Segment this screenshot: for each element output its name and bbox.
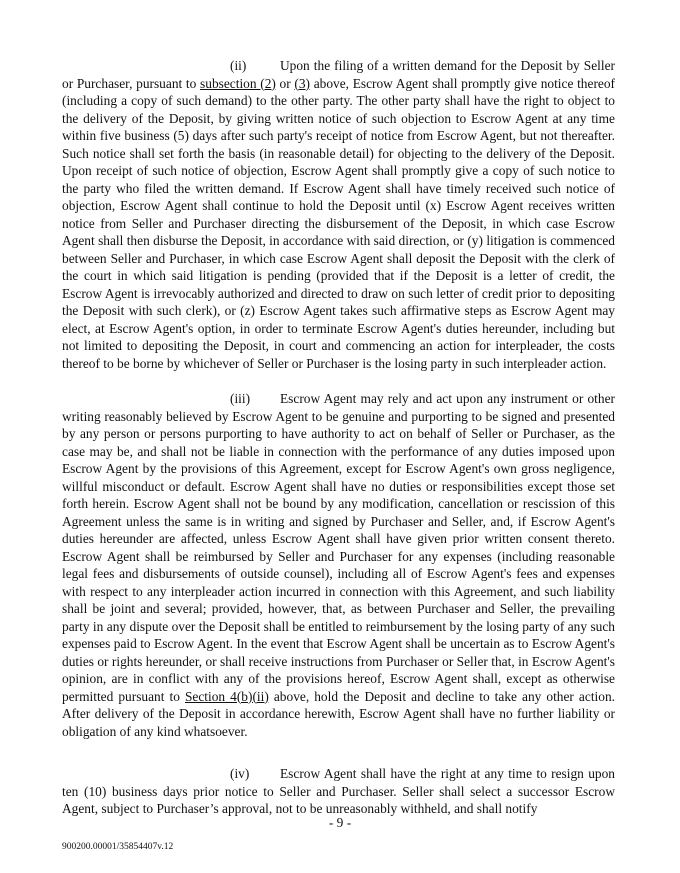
paragraph-ii [62, 57, 615, 372]
page-number: - 9 - [328, 815, 352, 830]
paragraph-text: Upon the filing of a written demand for the Deposit by Seller or Purchaser, pursuant to [62, 58, 615, 91]
paragraph-number: (ii) [230, 58, 247, 73]
paragraph-number: (iii) [230, 391, 251, 406]
paragraph-text: Escrow Agent may rely and act upon any instrument or other writing reasonably believed by Escrow Agent to be genuine and purporting to be signed and presented by any person or persons purporting to have authority to act on behalf of Seller or Purchaser, as the case may be, and shall not be liable in connection with the performance of any duties imposed upon Escrow Agent by the provisions of this Agreement, except for Escrow Agent's own gross negligence, willful misconduct or default. Escrow Agent shall have no duties or responsibilities except those set forth herein. Escrow Agent shall not be bound by any modification, cancellation or rescission of this Agreement unless the same is in writing and signed by Purchaser and Seller, and, if Escrow Agent's duties hereunder are affected, unless Escrow Agent shall have given prior written consent thereto. Escrow Agent shall be reimbursed by Seller and Purchaser for any expenses (including reasonable legal fees and disbursements of outside counsel), including all of Escrow Agent's fees and expenses with respect to any interpleader action incurred in connection with this Agreement, and such liability shall be joint and several; provided, however, that, as between Purchaser and Seller, the prevailing party in any dispute over the Deposit shall be entitled to reimbursement by the losing party of any such expenses paid to Escrow Agent. In the event that Escrow Agent shall be uncertain as to Escrow Agent's duties or rights hereunder, or shall receive instructions from Purchaser or Seller that, in Escrow Agent's opinion, are in conflict with any of the provisions hereof, Escrow Agent shall, except as otherwise permitted pursuant to [62, 391, 615, 704]
section-reference: Section 4(b)(ii) [184, 688, 269, 704]
paragraph-text: Escrow Agent shall have the right at any time to resign upon ten (10) business days prior notice to Seller and Purchaser. Seller shall select a successor Escrow Agent, subject to Purchaser’s approval, not to be unreasonably withheld, and shall notify [62, 766, 615, 816]
paragraph-iii [62, 390, 615, 740]
paragraph-text: above, Escrow Agent shall promptly give notice thereof (including a copy of such demand) to the other party. The other party shall have the right to object to the delivery of the Deposit, by giving written notice of such objection to Escrow Agent at any time within five business (5) days after such party's receipt of notice from Escrow Agent, but not thereafter. Such notice shall set forth the basis (in reasonable detail) for objecting to the delivery of the Deposit. Upon receipt of such notice of objection, Escrow Agent shall promptly give a copy of such notice to the party who filed the written demand. If Escrow Agent shall have timely received such notice of objection, Escrow Agent shall continue to hold the Deposit until (x) Escrow Agent receives written notice from Seller and Purchaser directing the disbursement of the Deposit, in which case Escrow Agent shall then disburse the Deposit, in accordance with said direction, or (y) litigation is commenced between Seller and Purchaser, in which case Escrow Agent shall deposit the Deposit with the clerk of the court in which said litigation is pending (provided that if the Deposit is a letter of credit, the Escrow Agent is irrevocably authorized and directed to draw on such letter of credit prior to depositing the Deposit with such clerk), or (z) Escrow Agent takes such affirmative steps as Escrow Agent may elect, at Escrow Agent's option, in order to terminate Escrow Agent's duties hereunder, including but not limited to depositing the Deposit, in court and commencing an action for interpleader, the costs thereof to be borne by whichever of Seller or Purchaser is the losing party in such interpleader action. [62, 75, 616, 371]
document-id: 900200.00001/35854407v.12 [62, 842, 174, 852]
paragraph-number: (iv) [230, 766, 250, 781]
paragraph-text: above, hold the Deposit and decline to take any other action. After delivery of the Deposit in accordance herewith, Escrow Agent shall have no further liability or obligation of any kind whatsoever. [62, 688, 615, 739]
paragraph-iv [62, 765, 615, 818]
subsection-reference: subsection (2) [200, 75, 276, 91]
paragraph-text: or [275, 75, 295, 91]
subsection-reference: (3) [294, 75, 311, 91]
